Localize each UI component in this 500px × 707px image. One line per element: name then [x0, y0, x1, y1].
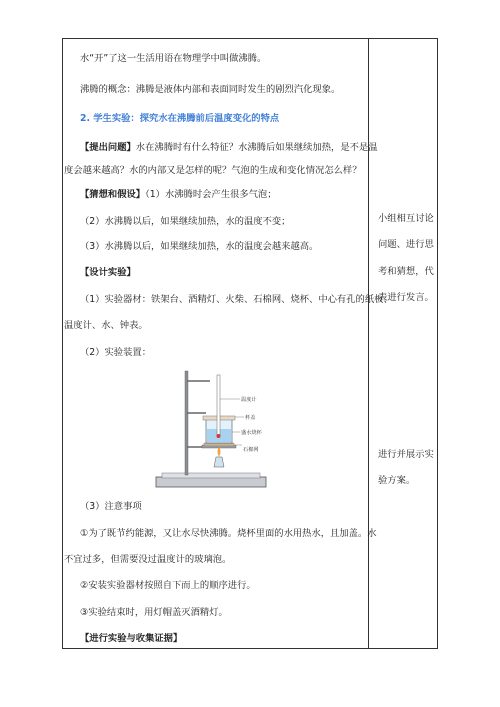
section-heading: 2. 学生实验：探究水在沸腾前后温度变化的特点	[80, 113, 280, 124]
equipment-line-1: （1）实验器材：铁架台、酒精灯、火柴、石棉网、烧杯、中心有孔的纸板、	[80, 294, 393, 305]
label-beaker: 盛水烧杯	[241, 430, 262, 436]
side-note: 考和猜想，代	[378, 266, 434, 277]
setup-label: （2）实验装置：	[80, 347, 151, 358]
boiling-concept: 沸腾的概念：沸腾是液体内部和表面同时发生的剧烈汽化现象。	[80, 84, 341, 95]
side-note: 小组相互讨论	[378, 213, 434, 224]
side-note: 进行并展示实	[378, 449, 434, 460]
equipment-line-2: 温度计、水、钟表。	[64, 320, 148, 331]
side-note: 验方案。	[378, 475, 416, 486]
side-note: 问题、进行思	[378, 239, 434, 250]
note-1a: ①为了既节约能源，又让水尽快沸腾。烧杯里面的水用热水，且加盖。水	[80, 528, 377, 539]
apparatus-illustration	[152, 365, 272, 493]
thermometer	[217, 375, 220, 435]
side-note: 表进行发言。	[378, 292, 434, 303]
hypothesis-3: （3）水沸腾以后，如果继续加热，水的温度会越来越高。	[80, 241, 319, 252]
conduct-label: 【进行实验与收集证据】	[80, 633, 183, 644]
question-text: 水在沸腾时有什么特征？水沸腾后如果继续加热，是不是温	[135, 142, 378, 153]
note-1b: 不宜过多，但需要没过温度计的玻璃泡。	[64, 554, 232, 565]
hypothesis-1: （1）水沸腾时会产生很多气泡；	[145, 189, 277, 200]
notes-label: （3）注意事项	[80, 501, 142, 512]
design-label: 【设计实验】	[80, 267, 136, 278]
note-2: ②安装实验器材按照自下而上的顺序进行。	[80, 580, 256, 591]
label-thermometer: 温度计	[241, 397, 257, 403]
stand-rod	[185, 371, 188, 475]
question-line-1	[80, 141, 378, 154]
note-3: ③实验结束时，用灯帽盖灭酒精灯。	[80, 607, 228, 618]
question-label: 【提出问题】	[80, 142, 136, 153]
asbestos-gauze	[204, 443, 234, 446]
hypothesis-2: （2）水沸腾以后，如果继续加热，水的温度不变；	[80, 216, 291, 227]
column-divider	[368, 38, 369, 649]
stand-base	[156, 477, 266, 487]
label-cover: 杯盖	[245, 415, 256, 421]
hypothesis-line	[80, 188, 277, 201]
question-line-2: 度会越来越高？水的内部又是怎样的呢？气泡的生成和变化情况怎么样？	[64, 165, 362, 176]
alcohol-lamp	[214, 457, 224, 467]
hypothesis-label: 【猜想和假设】	[80, 189, 146, 200]
text-line: 水“开”了这一生活用语在物理学中叫做沸腾。	[80, 53, 267, 64]
label-gauze: 石棉网	[243, 447, 259, 453]
